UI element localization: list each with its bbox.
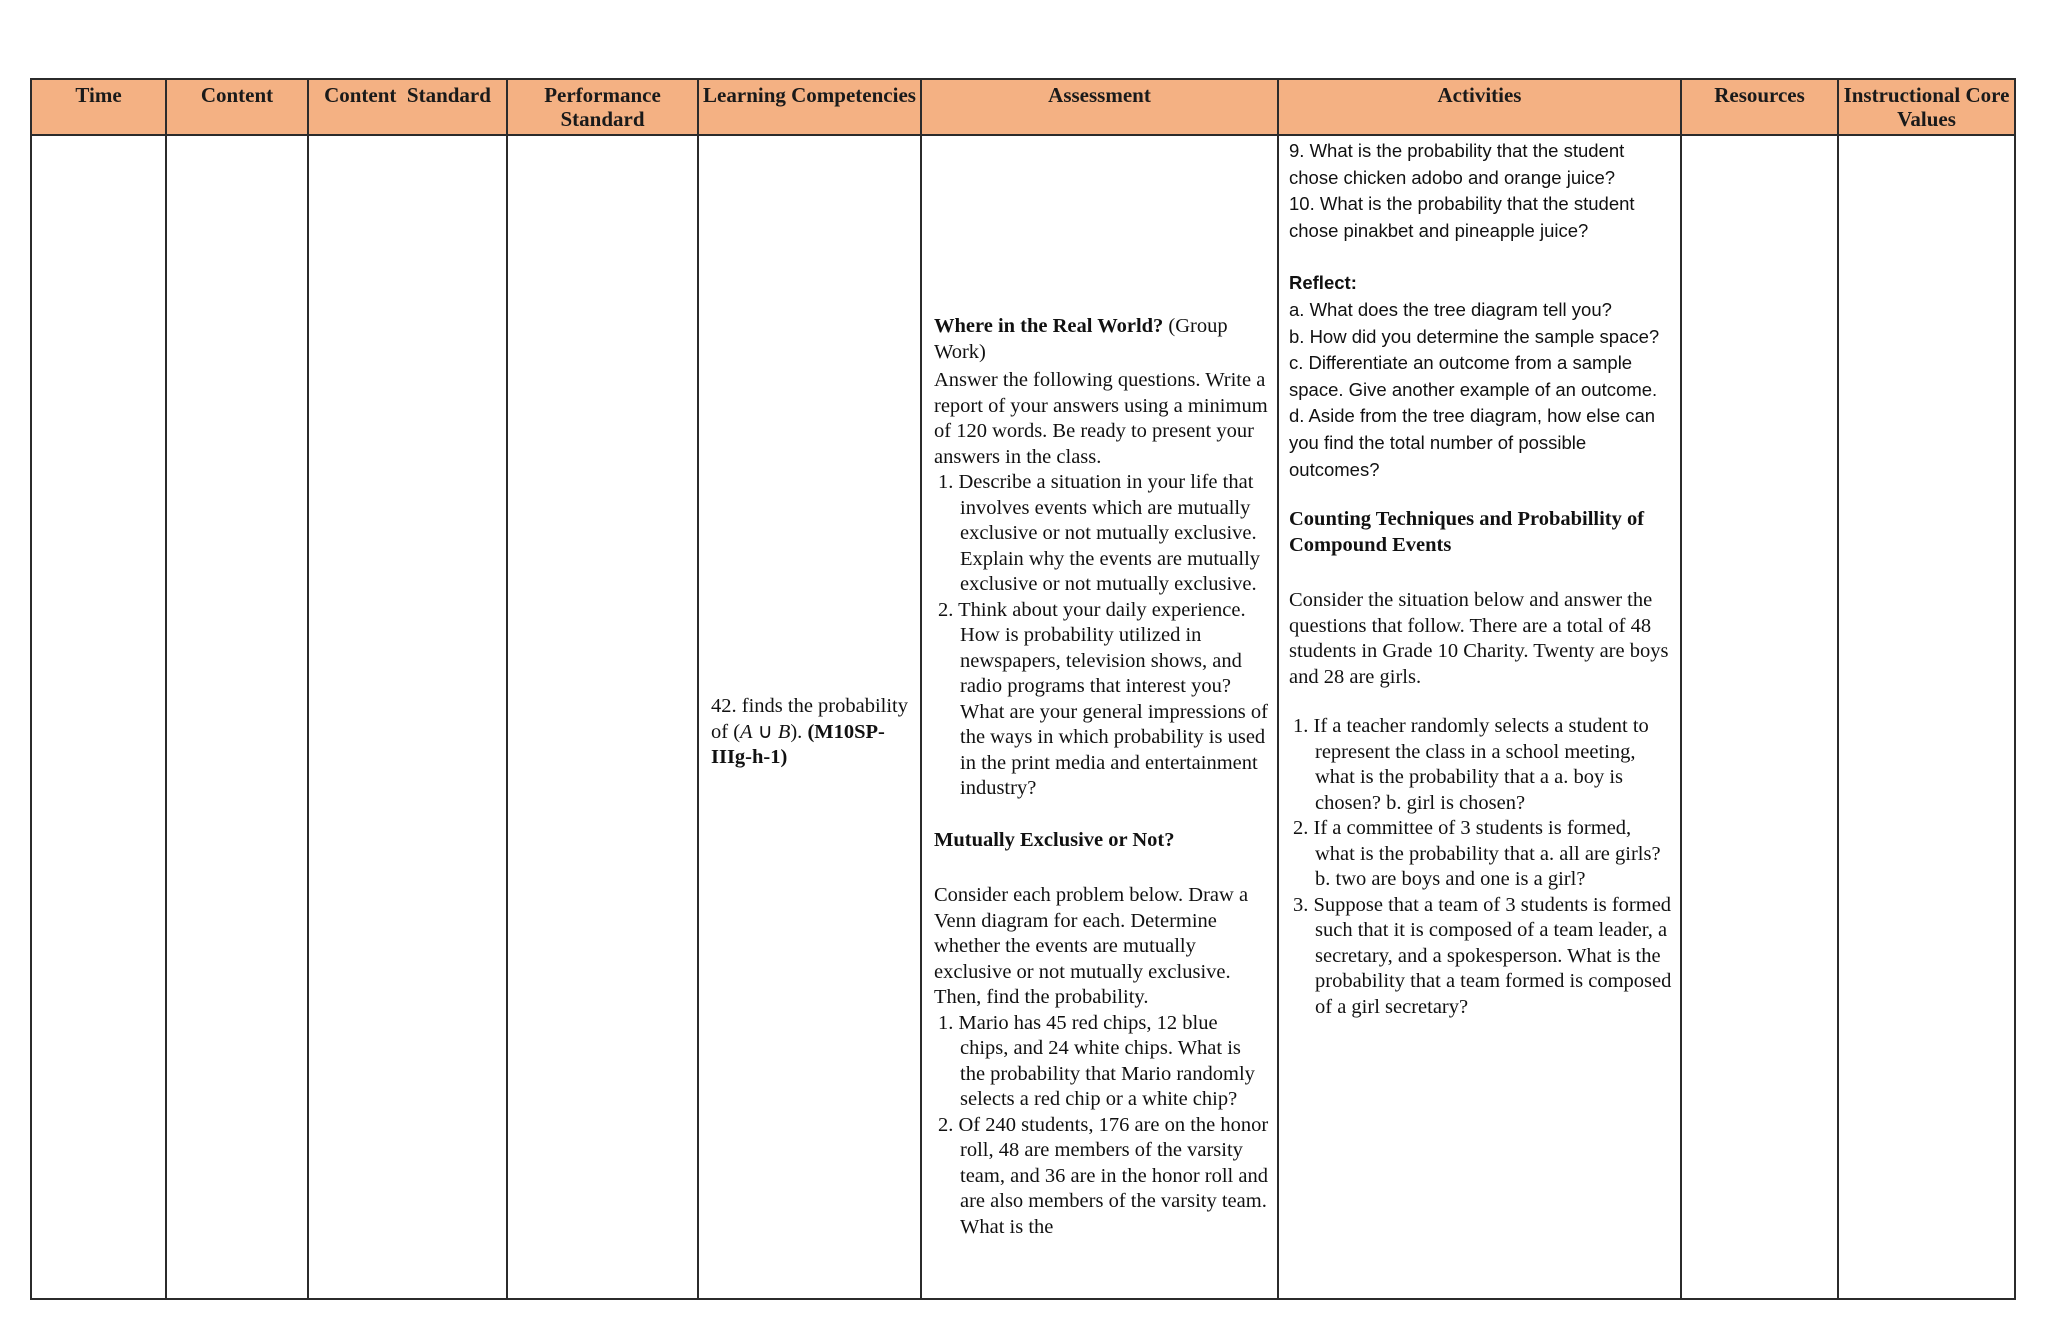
cell-performance-standard xyxy=(507,135,698,1299)
reflect-block xyxy=(1289,270,1672,483)
list-item: c. Differentiate an outcome from a sample space. Give another example of an outcome. xyxy=(1289,352,1658,400)
list-item: 1. Describe a situation in your life that involves events which are mutually exclusive or not mutually exclusive. Explain why the events are mutually exclusive or not mutually exclusive. xyxy=(938,471,1261,595)
list-item: a. What does the tree diagram tell you? xyxy=(1289,298,1612,320)
header-row xyxy=(31,79,2015,135)
header-instructional-core-values: Instructional Core Values xyxy=(1838,79,2015,135)
header-content-standard: Content Standard xyxy=(308,79,507,135)
header-activities: Activities xyxy=(1278,79,1681,135)
list-item: 2. Of 240 students, 176 are on the honor roll, 48 are members of the varsity team, and 36 are in the honor roll and are also members of the varsity team. What is the xyxy=(938,1113,1269,1238)
rw-list xyxy=(934,470,1269,802)
list-item: d. Aside from the tree diagram, how else can you find the total number of possible outcomes? xyxy=(1289,405,1656,480)
cell-instructional-core-values xyxy=(1838,135,2015,1299)
me-intro: Consider each problem below. Draw a Venn diagram for each. Determine whether the events are mutually exclusive or not mutually exclusive. Then, find the probability. xyxy=(934,884,1249,1008)
me-heading: Mutually Exclusive or Not? xyxy=(934,828,1175,851)
me-list xyxy=(934,1011,1269,1241)
counting-list xyxy=(1289,714,1672,1020)
header-learning-competencies: Learning Competencies xyxy=(698,79,921,135)
header-content: Content xyxy=(166,79,308,135)
list-item: 3. Suppose that a team of 3 students is formed such that it is composed of a team leader, a secretary, and a spokesperson. What is the probability that a team formed is composed of a girl secretary? xyxy=(1293,893,1672,1018)
counting-heading: Counting Techniques and Probabillity of Compound Events xyxy=(1289,508,1645,556)
curriculum-table xyxy=(30,78,2016,1300)
list-item: 1. If a teacher randomly selects a student to represent the class in a school meeting, what is the probability that a a. boy is chosen? b. girl is chosen? xyxy=(1293,715,1649,814)
rw-heading: Where in the Real World? (Group Work) xyxy=(934,315,1228,363)
list-item: 9. What is the probability that the student chose chicken adobo and orange juice? xyxy=(1289,140,1625,188)
counting-block xyxy=(1289,507,1672,1020)
list-item: b. How did you determine the sample space? xyxy=(1289,325,1660,347)
header-time: Time xyxy=(31,79,166,135)
cell-time xyxy=(31,135,166,1299)
cell-activities xyxy=(1278,135,1681,1299)
counting-intro: Consider the situation below and answer the questions that follow. There are a total of 48 students in Grade 10 Charity. Twenty are boys and 28 are girls. xyxy=(1289,589,1669,688)
list-item: 1. Mario has 45 red chips, 12 blue chips, and 24 white chips. What is the probability that Mario randomly selects a red chip or a white chip? xyxy=(938,1011,1255,1110)
competency-code: (M10SP-IIIg-h-1) xyxy=(711,720,885,768)
table-row xyxy=(31,135,2015,1299)
cell-content xyxy=(166,135,308,1299)
list-item: 2. Think about your daily experience. How is probability utilized in newspapers, television shows, and radio programs that interest you? What are your general impressions of the ways in which probability is used in the print media and entertainment industry? xyxy=(938,598,1268,799)
reflect-heading: Reflect: xyxy=(1289,272,1357,294)
header-assessment: Assessment xyxy=(921,79,1278,135)
header-performance-standard: Performance Standard xyxy=(507,79,698,135)
questions-block xyxy=(1289,138,1672,244)
cell-content-standard xyxy=(308,135,507,1299)
cell-resources xyxy=(1681,135,1838,1299)
list-item: 2. If a committee of 3 students is formed, what is the probability that a. all are girls? b. two are boys and one is a girl? xyxy=(1293,817,1661,891)
header-resources: Resources xyxy=(1681,79,1838,135)
rw-intro: Answer the following questions. Write a report of your answers using a minimum of 120 words. Be ready to present your answers in the class. xyxy=(934,369,1268,468)
cell-assessment xyxy=(921,135,1278,1299)
list-item: 10. What is the probability that the student chose pinakbet and pineapple juice? xyxy=(1289,193,1635,241)
learning-competency: 42. finds the probability of (A ∪ B). (M10SP-IIIg-h-1) xyxy=(711,695,909,768)
cell-learning-competencies xyxy=(698,135,921,1299)
